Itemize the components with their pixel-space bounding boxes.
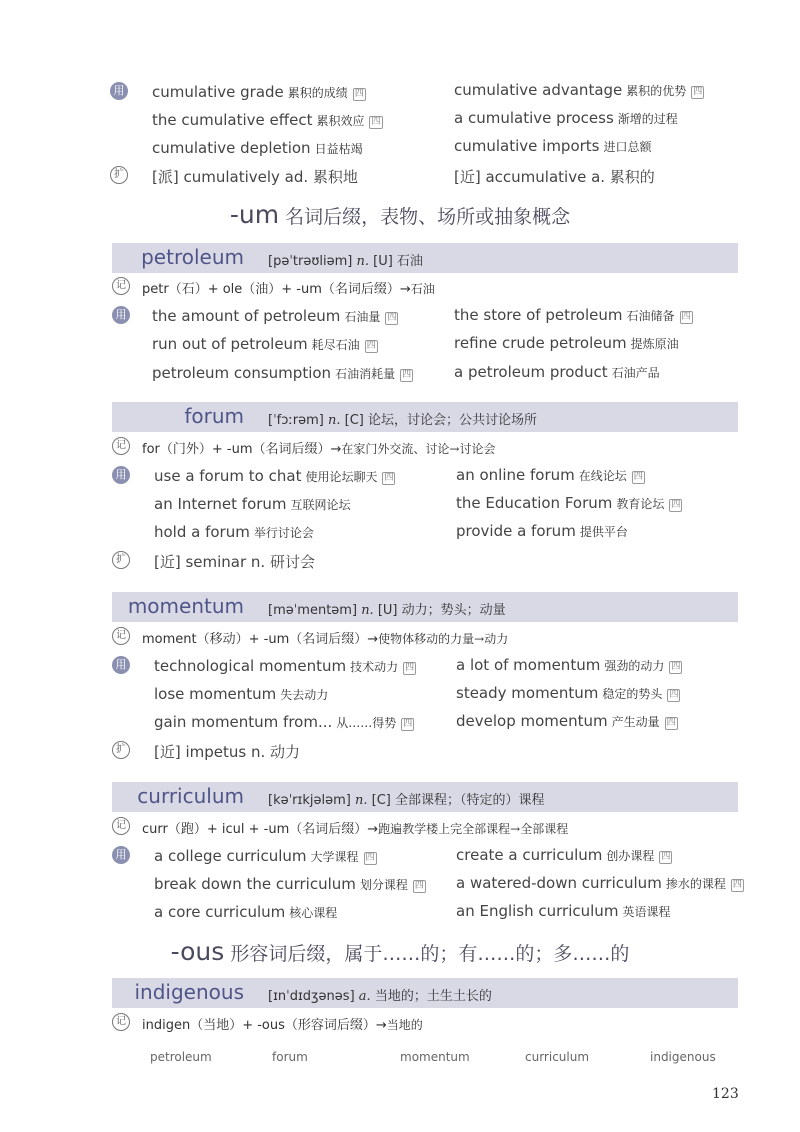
entry-header-curriculum [112, 782, 738, 812]
etymology: for（门外）+ -um（名词后缀）→在家门外交流、讨论→讨论会 [142, 442, 496, 457]
usage-example: the cumulative effect 累积效应 四 [152, 111, 381, 129]
usage-example: cumulative advantage 累积的优势 四 [454, 81, 703, 99]
usage-example: break down the curriculum 划分课程 四 [154, 875, 424, 893]
usage-mark-icon: 用 [110, 82, 128, 100]
usage-example: petroleum consumption 石油消耗量 四 [152, 364, 412, 382]
usage-example: lose momentum 失去动力 [154, 685, 329, 703]
definition: [ˈfɔːrəm] n. [C] 论坛，讨论会；公共讨论场所 [268, 413, 537, 428]
usage-example: the store of petroleum 石油储备 四 [454, 306, 691, 324]
footer-word: momentum [400, 1050, 470, 1064]
usage-example: a petroleum product 石油产品 [454, 363, 660, 381]
entry-header-momentum [112, 592, 738, 622]
usage-example: a cumulative process 渐增的过程 [454, 109, 678, 127]
headword: curriculum [137, 784, 244, 808]
footer-word: indigenous [650, 1050, 716, 1064]
section-title-ous: -ous 形容词后缀，属于……的；有……的；多……的 [170, 937, 630, 966]
section-title-um: -um 名词后缀，表物、场所或抽象概念 [229, 200, 571, 229]
usage-mark-icon: 用 [112, 466, 130, 484]
usage-mark-icon: 用 [112, 656, 130, 674]
usage-example: use a forum to chat 使用论坛聊天 四 [154, 467, 394, 485]
footer-word: forum [272, 1050, 308, 1064]
definition: [ɪnˈdɪdʒənəs] a. 当地的；土生土长的 [268, 989, 492, 1004]
usage-example: the amount of petroleum 石油量 四 [152, 307, 397, 325]
usage-example: a lot of momentum 强劲的动力 四 [456, 656, 681, 674]
usage-example: an English curriculum 英语课程 [456, 902, 671, 920]
entry-header-petroleum [112, 243, 738, 273]
usage-example: refine crude petroleum 提炼原油 [454, 334, 679, 352]
extend-synonym: [近] accumulative a. 累积的 [454, 168, 655, 186]
footer-word: petroleum [150, 1050, 212, 1064]
extend-mark-icon: 扩 [110, 166, 128, 184]
usage-example: technological momentum 技术动力 四 [154, 657, 415, 675]
etymology: petr（石）+ ole（油）+ -um（名词后缀）→石油 [142, 282, 435, 297]
entry-header-forum [112, 402, 738, 432]
usage-example: a college curriculum 大学课程 四 [154, 847, 375, 865]
definition: [məˈmentəm] n. [U] 动力；势头；动量 [268, 603, 506, 618]
memory-mark-icon: 记 [112, 817, 130, 835]
extend-synonym: [近] seminar n. 研讨会 [154, 553, 315, 571]
page-number: 123 [712, 1086, 739, 1102]
usage-example: run out of petroleum 耗尽石油 四 [152, 335, 376, 353]
usage-mark-icon: 用 [112, 846, 130, 864]
memory-mark-icon: 记 [112, 437, 130, 455]
entry-header-indigenous [112, 978, 738, 1008]
usage-example: cumulative imports 进口总额 [454, 137, 652, 155]
definition: [pəˈtrəʊliəm] n. [U] 石油 [268, 254, 423, 269]
usage-example: develop momentum 产生动量 四 [456, 712, 676, 730]
etymology: indigen（当地）+ -ous（形容词后缀）→当地的 [142, 1018, 423, 1033]
memory-mark-icon: 记 [112, 627, 130, 645]
etymology: curr（跑）+ icul + -um（名词后缀）→跑遍教学楼上完全部课程→全部课程 [142, 822, 569, 837]
usage-example: hold a forum 举行讨论会 [154, 523, 314, 541]
extend-derivative: [派] cumulatively ad. 累积地 [152, 168, 358, 186]
headword: petroleum [141, 245, 244, 269]
extend-mark-icon: 扩 [112, 551, 130, 569]
definition: [kəˈrɪkjələm] n. [C] 全部课程；（特定的）课程 [268, 793, 545, 808]
usage-example: gain momentum from... 从……得势 四 [154, 713, 413, 731]
usage-example: steady momentum 稳定的势头 四 [456, 684, 679, 702]
usage-example: the Education Forum 教育论坛 四 [456, 494, 681, 512]
usage-mark-icon: 用 [112, 306, 130, 324]
extend-mark-icon: 扩 [112, 741, 130, 759]
etymology: moment（移动）+ -um（名词后缀）→使物体移动的力量→动力 [142, 632, 509, 647]
extend-synonym: [近] impetus n. 动力 [154, 743, 301, 761]
headword: indigenous [134, 980, 244, 1004]
usage-example: an Internet forum 互联网论坛 [154, 495, 351, 513]
usage-example: a core curriculum 核心课程 [154, 903, 338, 921]
usage-example: cumulative depletion 日益枯竭 [152, 139, 363, 157]
footer-word: curriculum [525, 1050, 590, 1064]
usage-example: provide a forum 提供平台 [456, 522, 628, 540]
usage-example: create a curriculum 创办课程 四 [456, 846, 671, 864]
memory-mark-icon: 记 [112, 1013, 130, 1031]
headword: momentum [127, 594, 244, 618]
headword: forum [184, 404, 244, 428]
usage-example: a watered-down curriculum 掺水的课程 四 [456, 874, 742, 892]
memory-mark-icon: 记 [112, 277, 130, 295]
usage-example: cumulative grade 累积的成绩 四 [152, 83, 364, 101]
usage-example: an online forum 在线论坛 四 [456, 466, 643, 484]
